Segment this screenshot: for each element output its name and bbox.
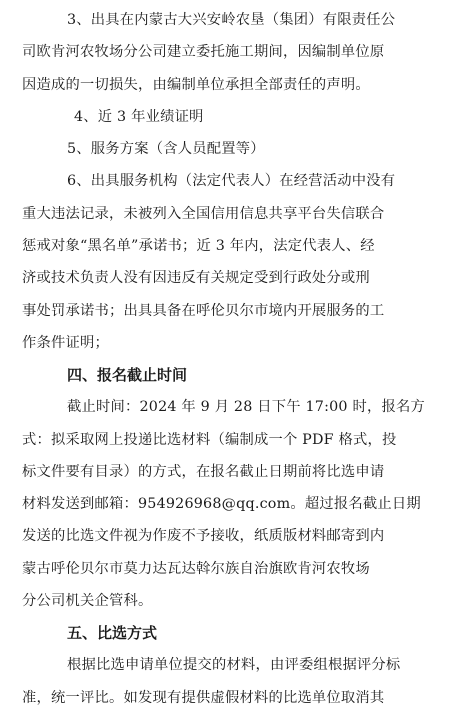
paragraph-item-6 — [22, 165, 453, 359]
section-heading-selection-method: 五、比选方式 — [67, 624, 158, 643]
text-line: 截止时间：2024 年 9 月 28 日下午 17:00 时，报名方 — [67, 399, 425, 416]
text-line: 6、出具服务机构（法定代表人）在经营活动中没有 — [67, 173, 396, 190]
text-line: 因造成的一切损失，由编制单位承担全部责任的声明。 — [22, 76, 370, 93]
text-line: 3、出具在内蒙古大兴安岭农垦（集团）有限责任公 — [67, 12, 396, 28]
text-line: 惩戒对象“黑名单”承诺书；近 3 年内，法定代表人、经 — [22, 238, 375, 255]
text-line: 5、服务方案（含人员配置等） — [67, 141, 265, 158]
text-line: 事处罚承诺书；出具具备在呼伦贝尔市境内开展服务的工 — [22, 302, 385, 319]
text-line: 材料发送到邮箱：954926968@qq.com。超过报名截止日期 — [22, 496, 421, 513]
text-line: 发送的比选文件视为作废不予接收，纸质版材料邮寄到内 — [22, 528, 385, 545]
text-line: 作条件证明； — [22, 334, 109, 351]
text-line: 标文件要有目录）的方式，在报名截止日期前将比选申请 — [22, 463, 385, 480]
paragraph-item-3 — [22, 4, 453, 101]
text-line: 4、近 3 年业绩证明 — [74, 108, 204, 125]
text-line: 分公司机关企管科。 — [22, 593, 153, 610]
text-line: 准，统一评比。如发现有提供虚假材料的比选单位取消其 — [22, 689, 385, 706]
section-heading-deadline: 四、报名截止时间 — [67, 366, 188, 385]
paragraph-selection-method — [22, 649, 453, 714]
paragraph-item-4 — [22, 101, 453, 133]
text-line: 司欧肯河农牧场分公司建立委托施工期间，因编制单位原 — [22, 44, 385, 61]
text-line: 蒙古呼伦贝尔市莫力达瓦达斡尔族自治旗欧肯河农牧场 — [22, 560, 370, 577]
text-line: 重大违法记录，未被列入全国信用信息共享平台失信联合 — [22, 205, 385, 222]
text-line: 式：拟采取网上投递比选材料（编制成一个 PDF 格式，投 — [22, 431, 397, 448]
paragraph-deadline — [22, 391, 453, 617]
text-line: 济或技术负责人没有因违反有关规定受到行政处分或刑 — [22, 270, 370, 287]
paragraph-item-5 — [22, 133, 453, 165]
text-line: 根据比选申请单位提交的材料，由评委组根据评分标 — [67, 657, 401, 674]
